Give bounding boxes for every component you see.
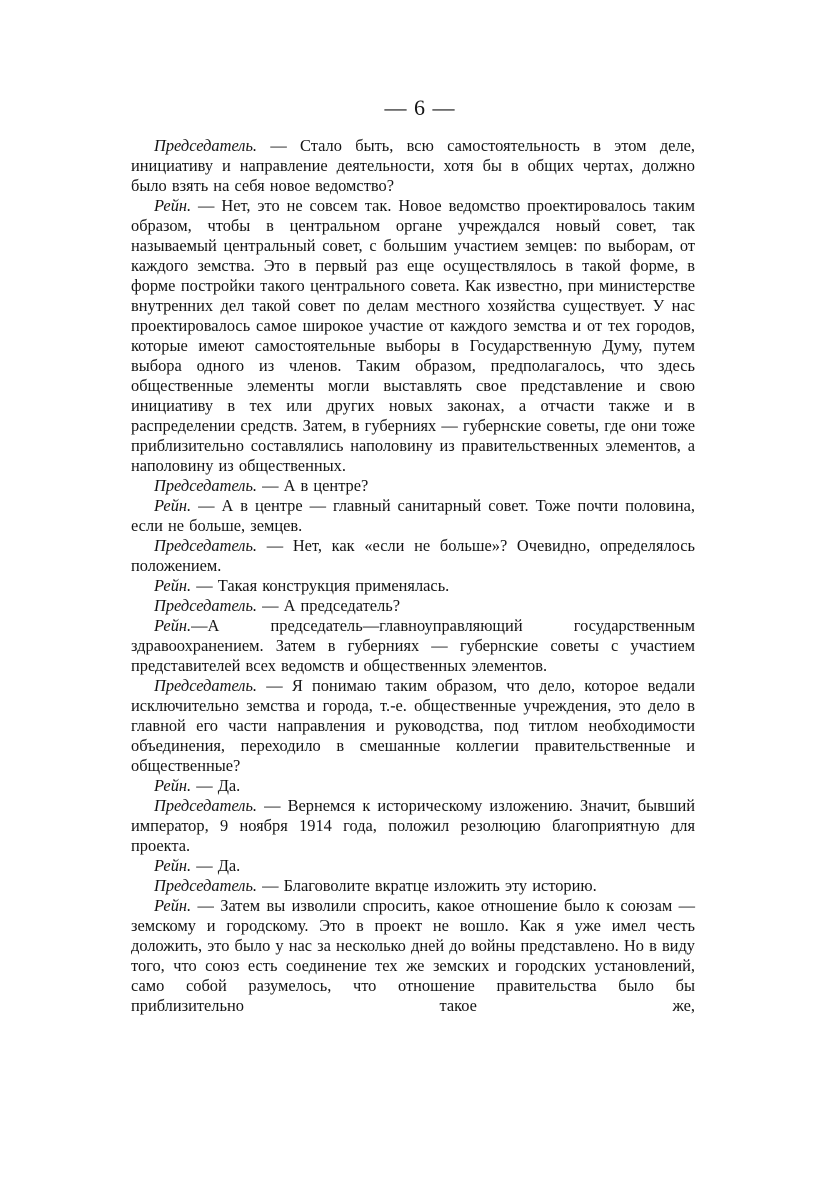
paragraph xyxy=(131,496,695,536)
paragraph xyxy=(131,676,695,776)
speech-text: — Я понимаю таким образом, что дело, которое ведали исключительно земства и города, т.-е. общественные учреждения, это дело в главной его части направления и руководства, под титлом необходимости объединения, переходило в смешанные коллегии правительственные и общественные? xyxy=(131,676,695,775)
paragraph xyxy=(131,856,695,876)
paragraph xyxy=(131,476,695,496)
paragraph xyxy=(131,196,695,476)
paragraph xyxy=(131,796,695,856)
speaker-name: Рейн. xyxy=(154,576,192,595)
speaker-name: Председатель. xyxy=(154,796,258,815)
speaker-name: Рейн. xyxy=(154,196,192,215)
speaker-name: Рейн. xyxy=(154,496,192,515)
speaker-name: Председатель. xyxy=(154,136,258,155)
speech-text: — А в центре? xyxy=(257,476,369,495)
paragraph xyxy=(131,616,695,676)
speaker-name: Председатель. xyxy=(154,536,258,555)
paragraph xyxy=(131,596,695,616)
speaker-name: Рейн. xyxy=(154,776,192,795)
body-text xyxy=(131,136,695,1016)
speech-text: — А в центре — главный санитарный совет. Тоже почти половина, если не больше, земцев. xyxy=(131,496,695,535)
paragraph xyxy=(131,776,695,796)
speaker-name: Рейн. xyxy=(154,856,192,875)
page-number: — 6 — xyxy=(384,95,456,120)
speaker-name: Председатель. xyxy=(154,876,258,895)
paragraph xyxy=(131,536,695,576)
speech-text: — Стало быть, всю самостоятельность в этом деле, инициативу и направление деятельности, хотя бы в общих чертах, должно было взять на себя новое ведомство? xyxy=(131,136,695,195)
paragraph xyxy=(131,896,695,1016)
speech-text: —А председатель—главноуправляющий государственным здравоохранением. Затем в губерниях — губернские советы с участием представителей всех ведомств и общественных элементов. xyxy=(131,616,695,675)
speaker-name: Председатель. xyxy=(154,476,258,495)
speech-text: — Нет, это не совсем так. Новое ведомство проектировалось таким образом, чтобы в центральном органе учреждался новый совет, так называемый центральный совет, с большим участием земцев: по выборам, от каждого земства. Это в первый раз еще осуществлялось в такой форме, в форме постройки такого центрального совета. Как известно, при министерстве внутренних дел такой совет по делам местного хозяйства существует. У нас проектировалось самое широкое участие от каждого земства и от тех городов, которые имеют самостоятельные выборы в Государственную Думу, путем выбора одного из членов. Таким образом, предполагалось, что здесь общественные элементы могли выставлять свое представление и свою инициативу в тех или других новых законах, а отчасти также и в распределении средств. Затем, в губерниях — губернские советы, где они тоже приблизительно составлялись наполовину из правительственных элементов, а наполовину из общественных. xyxy=(131,196,695,475)
speaker-name: Председатель. xyxy=(154,676,258,695)
speech-text: — Вернемся к историческому изложению. Значит, бывший император, 9 ноября 1914 года, положил резолюцию благоприятную для проекта. xyxy=(131,796,695,855)
speaker-name: Рейн. xyxy=(154,616,192,635)
speech-text: — Затем вы изволили спросить, какое отношение было к союзам — земскому и городскому. Это в проект не вошло. Как я уже имел честь доложить, это было у нас за несколько дней до войны представлено. Но в виду того, что союз есть соединение тех же земских и городских установлений, само собой разумелось, что отношение правительства было бы приблизительно такое же, xyxy=(131,896,695,1015)
speaker-name: Рейн. xyxy=(154,896,192,915)
paragraph xyxy=(131,876,695,896)
speech-text: — Да. xyxy=(191,856,241,875)
speaker-name: Председатель. xyxy=(154,596,258,615)
paragraph xyxy=(131,136,695,196)
speech-text: — А председатель? xyxy=(257,596,400,615)
speech-text: — Нет, как «если не больше»? Очевидно, определялось положением. xyxy=(131,536,695,575)
speech-text: — Благоволите вкратце изложить эту историю. xyxy=(257,876,597,895)
speech-text: — Такая конструкция применялась. xyxy=(191,576,450,595)
speech-text: — Да. xyxy=(191,776,241,795)
paragraph xyxy=(131,576,695,596)
